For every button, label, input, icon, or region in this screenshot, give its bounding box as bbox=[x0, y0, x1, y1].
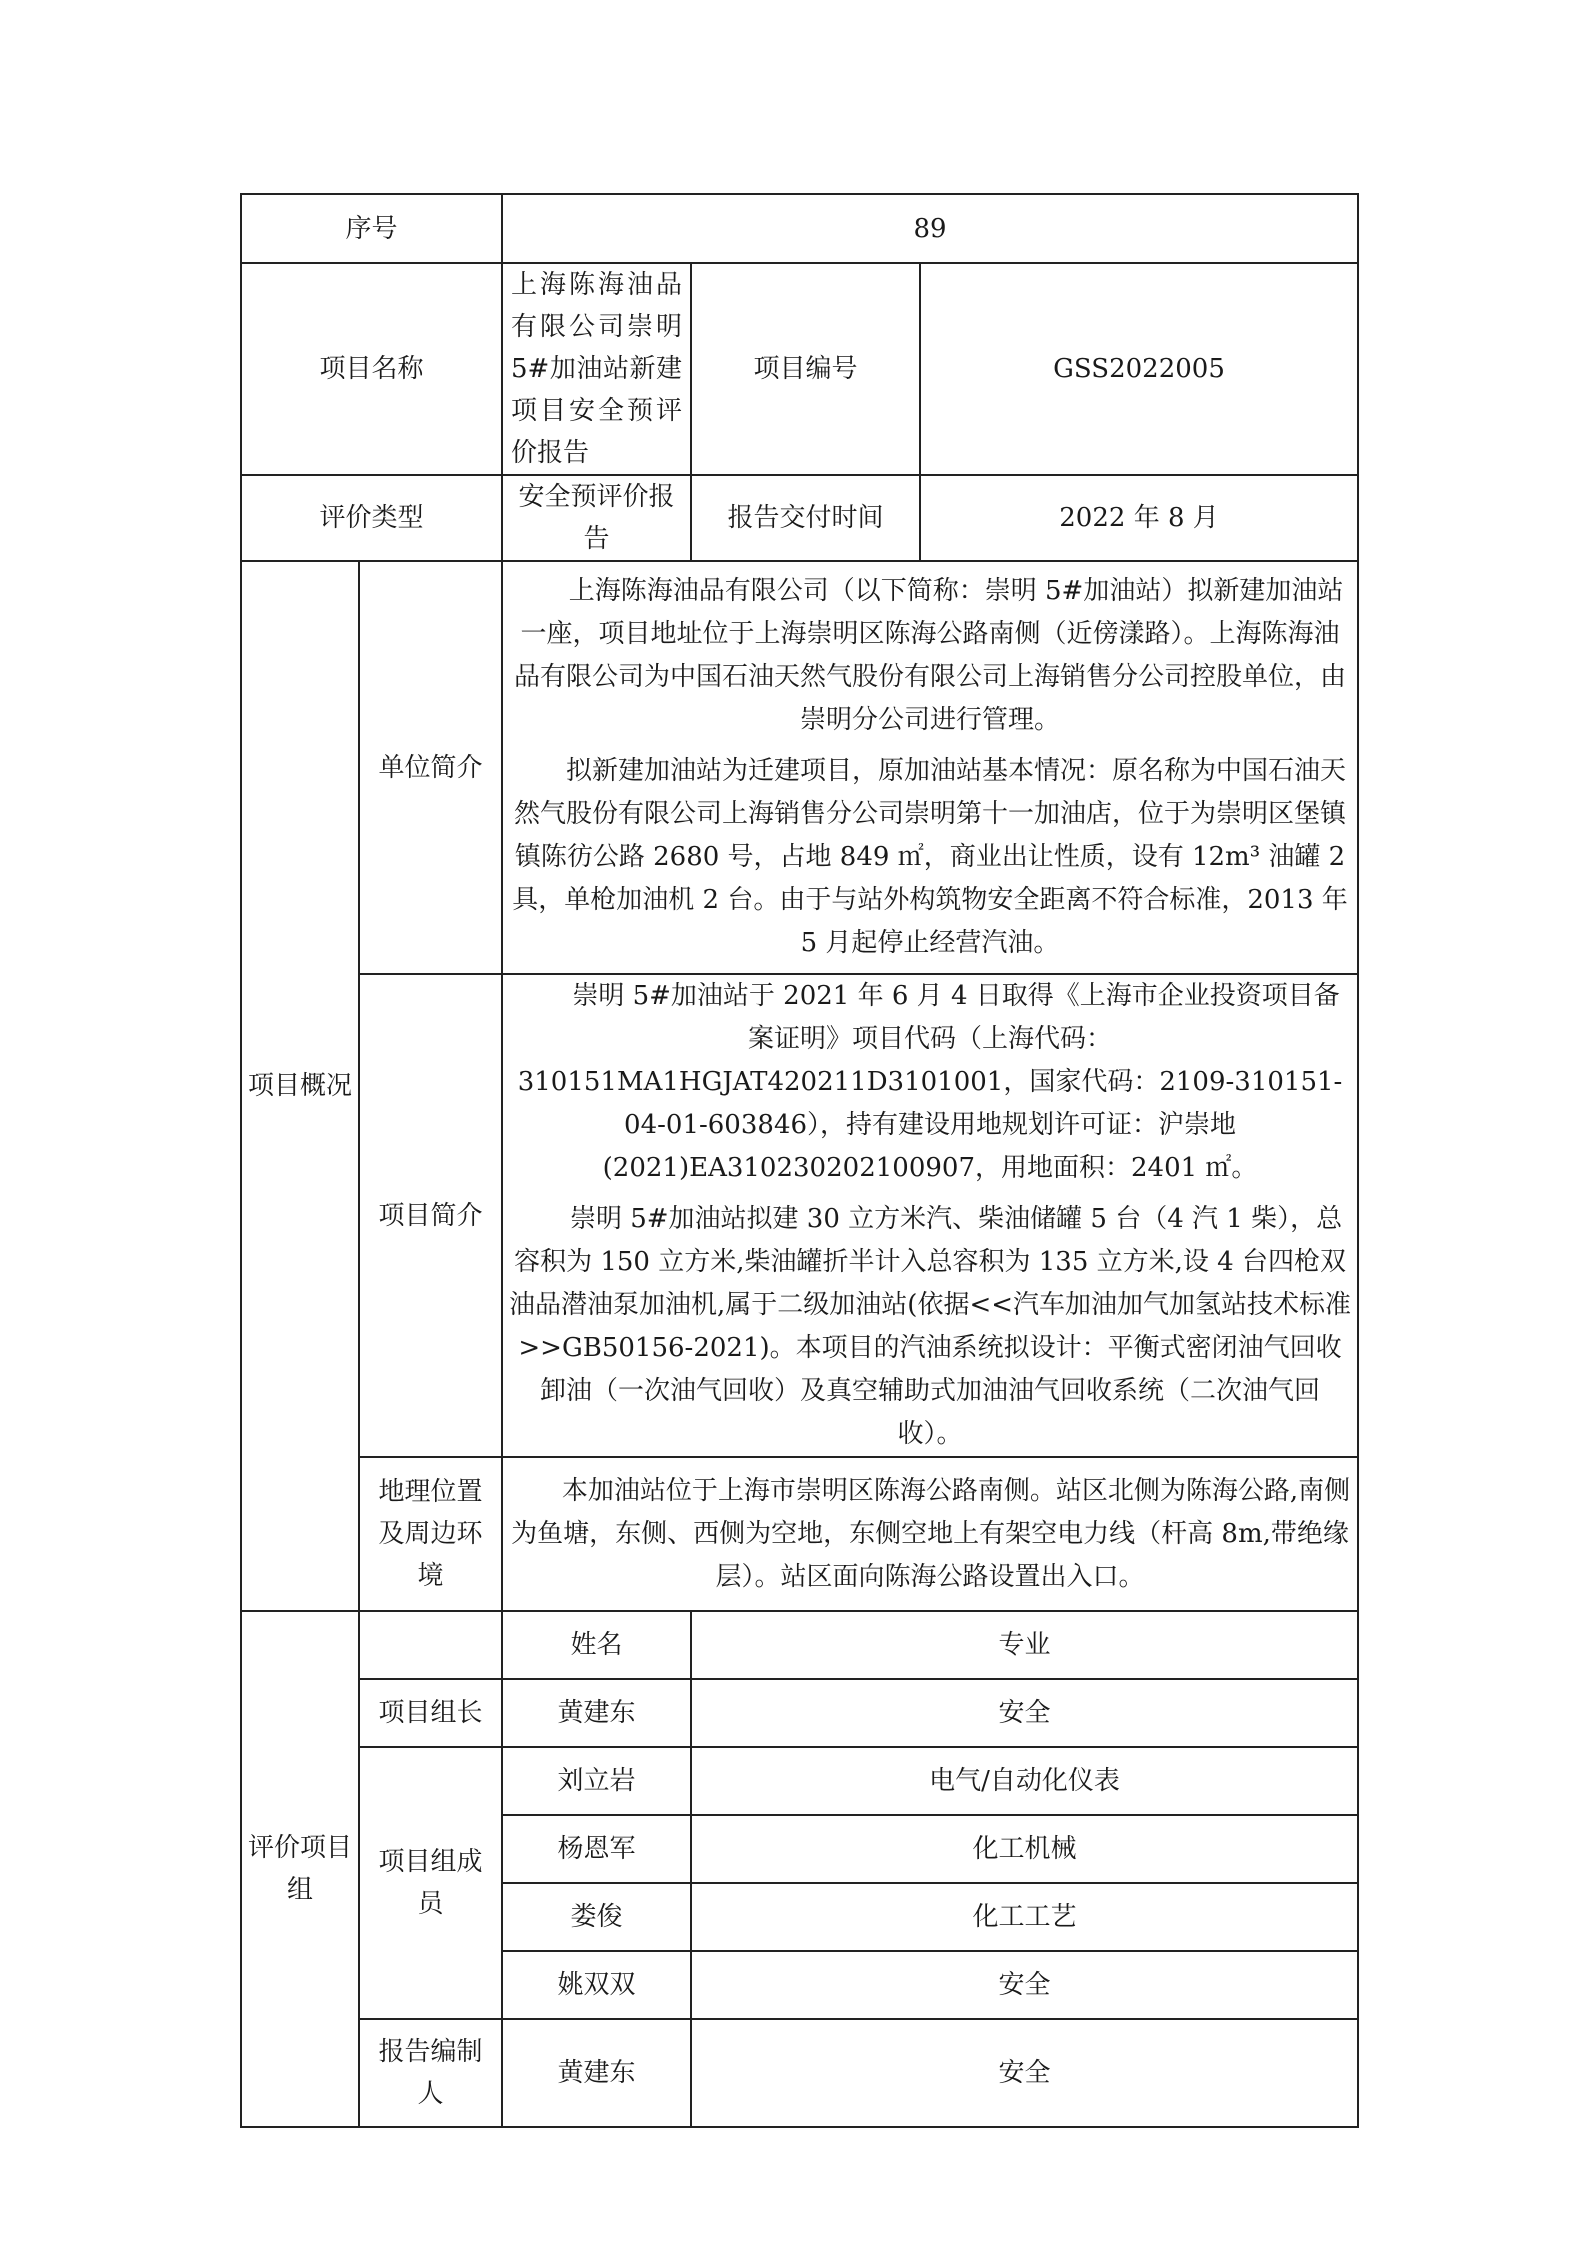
author-major: 安全 bbox=[691, 2019, 1358, 2127]
author-label: 报告编制人 bbox=[359, 2019, 502, 2127]
eval-type-label: 评价类型 bbox=[241, 475, 502, 561]
team-label: 评价项目组 bbox=[241, 1611, 359, 2127]
member-name: 姚双双 bbox=[502, 1951, 691, 2019]
member-major: 安全 bbox=[691, 1951, 1358, 2019]
name-row bbox=[241, 263, 1358, 475]
team-header-name: 姓名 bbox=[502, 1611, 691, 1679]
project-intro-label: 项目简介 bbox=[359, 974, 502, 1457]
eval-type-value: 安全预评价报告 bbox=[502, 475, 691, 561]
unit-intro-row bbox=[241, 561, 1358, 974]
member-name: 刘立岩 bbox=[502, 1747, 691, 1815]
unit-intro-paragraph-2: 拟新建加油站为迁建项目，原加油站基本情况：原名称为中国石油天然气股份有限公司上海销售分公司崇明第十一加油店，位于为崇明区堡镇镇陈彷公路 2680 号，占地 849 ㎡，商业出让性质，设有 12m³ 油罐 2 具，单枪加油机 2 台。由于与站外构筑物安全距离不符合标准，2013 年 5 月起停止经营汽油。 bbox=[512, 756, 1348, 958]
leader-major: 安全 bbox=[691, 1679, 1358, 1747]
project-name-value: 上海陈海油品有限公司崇明 5#加油站新建项目安全预评价报告 bbox=[502, 263, 691, 475]
project-code-value: GSS2022005 bbox=[920, 263, 1358, 475]
leader-row bbox=[241, 1679, 1358, 1747]
leader-name: 黄建东 bbox=[502, 1679, 691, 1747]
author-row bbox=[241, 2019, 1358, 2127]
project-intro-row bbox=[241, 974, 1358, 1457]
project-code-label: 项目编号 bbox=[691, 263, 920, 475]
member-major: 化工机械 bbox=[691, 1815, 1358, 1883]
unit-intro-text bbox=[502, 561, 1358, 974]
overview-label: 项目概况 bbox=[241, 561, 359, 1611]
seq-label: 序号 bbox=[241, 194, 502, 263]
location-row bbox=[241, 1457, 1358, 1611]
member-row bbox=[241, 1747, 1358, 1815]
delivery-time-value: 2022 年 8 月 bbox=[920, 475, 1358, 561]
project-name-label: 项目名称 bbox=[241, 263, 502, 475]
unit-intro-paragraph-1: 上海陈海油品有限公司（以下简称：崇明 5#加油站）拟新建加油站一座，项目地址位于上海崇明区陈海公路南侧（近傍漾路）。上海陈海油品有限公司为中国石油天然气股份有限公司上海销售分公司控股单位，由崇明分公司进行管理。 bbox=[514, 576, 1347, 735]
author-name: 黄建东 bbox=[502, 2019, 691, 2127]
project-intro-paragraph-1: 崇明 5#加油站于 2021 年 6 月 4 日取得《上海市企业投资项目备案证明》项目代码（上海代码：310151MA1HGJAT420211D3101001，国家代码：2109-310151-04-01-603846），持有建设用地规划许可证：沪崇地(2021)EA310230202100907，用地面积：2401 ㎡。 bbox=[517, 981, 1343, 1183]
member-name: 杨恩军 bbox=[502, 1815, 691, 1883]
location-paragraph: 本加油站位于上海市崇明区陈海公路南侧。站区北侧为陈海公路,南侧为鱼塘，东侧、西侧为空地，东侧空地上有架空电力线（杆高 8m,带绝缘层）。站区面向陈海公路设置出入口。 bbox=[511, 1475, 1351, 1592]
seq-row bbox=[241, 194, 1358, 263]
project-intro-text bbox=[502, 974, 1358, 1457]
team-header-row bbox=[241, 1611, 1358, 1679]
location-label: 地理位置及周边环境 bbox=[359, 1457, 502, 1611]
project-info-table bbox=[240, 193, 1359, 2128]
member-name: 娄俊 bbox=[502, 1883, 691, 1951]
seq-value: 89 bbox=[502, 194, 1358, 263]
team-header-major: 专业 bbox=[691, 1611, 1358, 1679]
member-major: 电气/自动化仪表 bbox=[691, 1747, 1358, 1815]
unit-intro-label: 单位简介 bbox=[359, 561, 502, 974]
leader-label: 项目组长 bbox=[359, 1679, 502, 1747]
member-major: 化工工艺 bbox=[691, 1883, 1358, 1951]
team-header-empty bbox=[359, 1611, 502, 1679]
type-row bbox=[241, 475, 1358, 561]
members-label: 项目组成员 bbox=[359, 1747, 502, 2019]
location-text bbox=[502, 1457, 1358, 1611]
project-intro-paragraph-2: 崇明 5#加油站拟建 30 立方米汽、柴油储罐 5 台（4 汽 1 柴），总容积为 150 立方米,柴油罐折半计入总容积为 135 立方米,设 4 台四枪双油品潜油泵加油机,属于二级加油站(依据<<汽车加油加气加氢站技术标准>>GB50156-2021)。本项目的汽油系统拟设计：平衡式密闭油气回收卸油（一次油气回收）及真空辅助式加油油气回收系统（二次油气回收）。 bbox=[509, 1204, 1352, 1449]
delivery-time-label: 报告交付时间 bbox=[691, 475, 920, 561]
